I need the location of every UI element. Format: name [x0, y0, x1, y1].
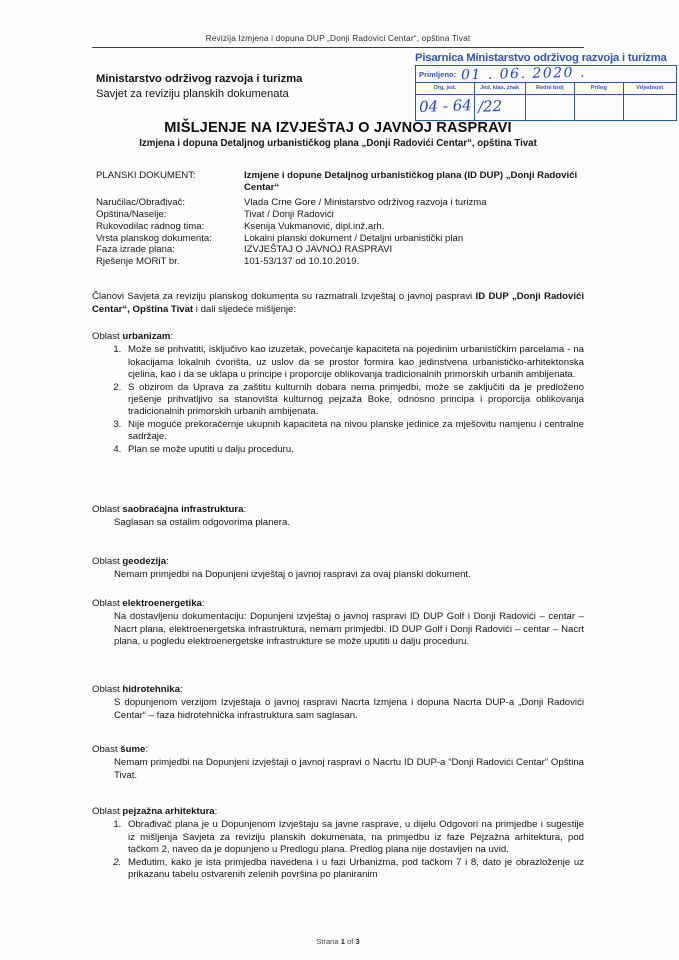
- section-label-prefix: Oblast: [92, 684, 123, 695]
- stamp-received-row: [416, 66, 676, 83]
- list-item: 1. Može se prihvatiti, isključivo kao izuzetak, povećanje kapaciteta na pojedinim urbanističkim parcelama - na lokacijama lokalnih ćvorišta, uz uslov da se prostor formira kao jedinstvena urbanističko-arhitektonska cjelina, kao i da se uklapa u principe i proporcije oblikovanja tradicionalnih primorskih urbanih ambijenata.: [124, 344, 584, 381]
- list-item: 4. Plan se može uputiti u dalju proceduru.: [124, 444, 584, 456]
- meta-key: Naručilac/Obrađivač:: [96, 196, 186, 208]
- stamp-val-vrijednost: [624, 95, 676, 120]
- stamp-col-org-jed: Org. jed.: [416, 83, 475, 94]
- list-item: [124, 857, 584, 882]
- section-label-suffix: :: [145, 744, 148, 755]
- stamp-col-prilog: Prilog: [575, 83, 623, 94]
- meta-row: [96, 197, 586, 209]
- stamp-col-klas-znak: Jed. klas. znak: [475, 83, 526, 94]
- stamp-col-redni-broj: Redni broj: [526, 83, 576, 94]
- meta-row: [96, 244, 586, 256]
- meta-key: Vrsta planskog dokumenta:: [96, 232, 212, 244]
- section-label: hidrotehnika: [122, 684, 180, 695]
- section-item-list: [92, 819, 584, 881]
- meta-row: [96, 209, 586, 221]
- section-label-prefix: Oblast: [92, 598, 123, 609]
- footer-page-number: 1: [340, 937, 345, 946]
- section-heading: [92, 684, 584, 696]
- stamp-received-label: Primljeno:: [419, 69, 457, 79]
- page-title: MIŠLJENJE NA IZVJEŠTAJ O JAVNOJ RASPRAVI: [164, 120, 512, 136]
- section-saobracajna-infrastruktura: [92, 504, 584, 530]
- intro-bold: ID DUP „Donji Radovići Centar“, Opština Tivat: [92, 291, 584, 315]
- meta-row: [96, 233, 586, 245]
- meta-key: Rukovodilac radnog tima:: [96, 220, 205, 232]
- section-paragraph: Nemam primjedbi na Dopunjeni izvještaji o javnoj raspravi o Nacrtu ID DUP-a “Donji Radovići Centar” Opština Tivat.: [114, 757, 584, 781]
- section-heading: [92, 504, 584, 516]
- council-name: Savjet za reviziju planskih dokumenata: [96, 87, 289, 100]
- section-label: urbanizam: [122, 331, 171, 342]
- section-label-suffix: :: [170, 331, 174, 342]
- list-item: 3. Nije moguće prekoračernje ukupnih kapaciteta na nivou planske jedinice za mješovitu namjenu i centralne sadržaje.: [124, 419, 584, 444]
- section-elektroenergetika: [92, 598, 584, 649]
- section-label-prefix: Oblast: [92, 504, 123, 515]
- section-label-suffix: :: [201, 598, 205, 609]
- section-label-suffix: :: [179, 684, 183, 695]
- section-label-suffix: :: [166, 556, 169, 567]
- stamp-handwritten-org: 04 - 64: [418, 96, 473, 116]
- section-paragraph: Saglasan sa ostalim odgovorima planera.: [114, 517, 290, 529]
- meta-value: Izmjene i dopune Detaljnog urbanističkog plana (ID DUP) „Donji Radovići Centar“: [244, 170, 578, 193]
- section-pejzazna-arhitektura: [92, 806, 584, 881]
- reception-stamp: [415, 52, 677, 121]
- meta-key: PLANSKI DOKUMENT:: [96, 170, 196, 181]
- section-label-prefix: Oblast: [92, 331, 123, 342]
- meta-value: IZVJEŠTAJ O JAVNOJ RASPRAVI: [244, 244, 393, 256]
- stamp-header-row: [416, 83, 676, 95]
- footer-middle: of: [344, 937, 356, 946]
- section-urbanizam: [92, 331, 584, 456]
- section-sume: [92, 744, 584, 782]
- list-item: 1. Obrađivač plana je u Dopunjenom Izvještaju sa javne rasprave, u dijelu Odgovori na primjedbe i sugestije iz mišljenja Savjeta za reviziju planskih dokumenata, na primjedbu iz faze Pejzažna arhitektura, pod tačkom 2, naveo da je dopunjeno u Predlogu plana. Predlog plana nije dostavljen na uvid.: [124, 819, 584, 856]
- plan-metadata-table: [96, 170, 586, 268]
- meta-value: Lokalni planski dokument / Detaljni urbanistički plan: [244, 232, 464, 244]
- page-footer: [92, 937, 584, 946]
- section-heading: [92, 598, 584, 610]
- section-heading: [92, 556, 584, 568]
- section-geodezija: [92, 556, 584, 582]
- intro-part2: i dali sljedeće mišljenje:: [193, 303, 297, 315]
- section-paragraph: S dopunjenom verzijom Izvještaja o javnoj raspravi Nacrta Izmjena i dopuna Nacrta DUP-a „Donji Radovići Centar“ – faza hidrotehnička infrastruktura sam saglasan.: [114, 697, 584, 721]
- meta-key: Rješenje MORiT br.: [96, 256, 180, 268]
- section-label-suffix: :: [243, 504, 247, 515]
- section-label: saobraćajna infrastruktura: [122, 504, 244, 515]
- section-item-list: [92, 344, 584, 456]
- meta-value: 101-53/137 od 10.10.2019.: [244, 256, 360, 268]
- header-divider: [92, 47, 584, 48]
- section-label-suffix: :: [214, 806, 218, 817]
- stamp-col-vrijednost: Vrijednost: [636, 85, 664, 91]
- section-label: pejzažna arhitektura: [122, 806, 215, 817]
- section-label: šume: [120, 744, 146, 755]
- ministry-block: [96, 72, 302, 101]
- stamp-val-prilog: [575, 95, 623, 120]
- meta-value: Vlada Crne Gore / Ministarstvo održivog razvoja i turizma: [244, 196, 487, 208]
- section-paragraph: Nemam primjedbi na Dopunjeni izvještaj o javnoj raspravi za ovaj planski dokument.: [114, 569, 471, 581]
- section-heading: [92, 331, 584, 343]
- section-heading: [92, 744, 584, 756]
- meta-row: [96, 221, 586, 233]
- stamp-title: Pisarnica Ministarstvo održivog razvoja i turizma: [415, 52, 667, 64]
- running-header: Revizija Izmjena i dopuna DUP „Donji Radovici Centar“, opština Tivat: [205, 33, 471, 43]
- meta-row: [96, 256, 586, 268]
- intro-part1: Članovi Savjeta za reviziju planskog dokumenta su razmatrali Izvještaj o javnoj paspravi: [92, 291, 476, 302]
- meta-value: Tivat / Donji Radovići: [244, 208, 334, 220]
- section-paragraph: Na dostavljenu dokumentaciju: Dopunjeni izvještaj o javnoj raspravi ID DUP Golf i Donji Radovići – centar – Nacrt plana, elektroenergetska infrastruktura, nemam primjedbi. ID DUP Golf i Donji Radovići – centar – Nacrt plana, u pogledu elektroenergetske infrastrukture se može uputiti u dalju proceduru.: [114, 611, 584, 648]
- stamp-value-row: [416, 95, 676, 121]
- section-label-prefix: Obast: [92, 744, 121, 755]
- stamp-table: [415, 65, 677, 121]
- section-heading: [92, 806, 584, 818]
- ministry-name: Ministarstvo održivog razvoja i turizma: [96, 73, 303, 85]
- stamp-received-date: 01 . 06. 2020 .: [460, 64, 587, 84]
- section-label: geodezija: [122, 556, 167, 567]
- stamp-val-redni-broj: [526, 95, 576, 120]
- stamp-val-klas-znak: [475, 95, 526, 120]
- footer-total-pages: 3: [355, 937, 360, 946]
- section-label: elektroenergetika: [122, 598, 202, 609]
- list-item: 2. S obzirom da Uprava za zaštitu kulturnih dobara nema primjedbi, može se zaključiti da je predloženo rješenje prihvatljivo sa stanovišta kulturnog pejzaža Boke, odnosno principa i proporcija oblikovanja tradicionalnih primorskih urbanih ambijenata.: [124, 382, 584, 419]
- meta-value: Ksenija Vukmanović, dipl.inž.arh.: [244, 220, 385, 232]
- stamp-val-org-jed: [416, 95, 475, 120]
- section-label-prefix: Oblast: [92, 556, 123, 567]
- footer-prefix: Strana: [316, 937, 341, 946]
- section-label-prefix: Oblast: [92, 806, 123, 817]
- intro-paragraph: [92, 291, 584, 316]
- page-subtitle: Izmjena i dopuna Detaljnog urbanističkog plana „Donji Radovići Centar“, opština Tivat: [139, 138, 537, 149]
- stamp-handwritten-klas: /22: [477, 96, 503, 116]
- list-item-text: Međutim, kako je ista primjedba navedena i u fazi Urbanizma, pod tačkom 7 i 8, dato je obrazloženje uz prikazanu tabelu ostvarenih zelenih površina po planiranim: [128, 856, 584, 881]
- meta-key: Opština/Naselje:: [96, 208, 167, 220]
- section-hidrotehnika: [92, 684, 584, 722]
- meta-row: [96, 170, 586, 194]
- meta-key: Faza izrade plana:: [96, 244, 175, 256]
